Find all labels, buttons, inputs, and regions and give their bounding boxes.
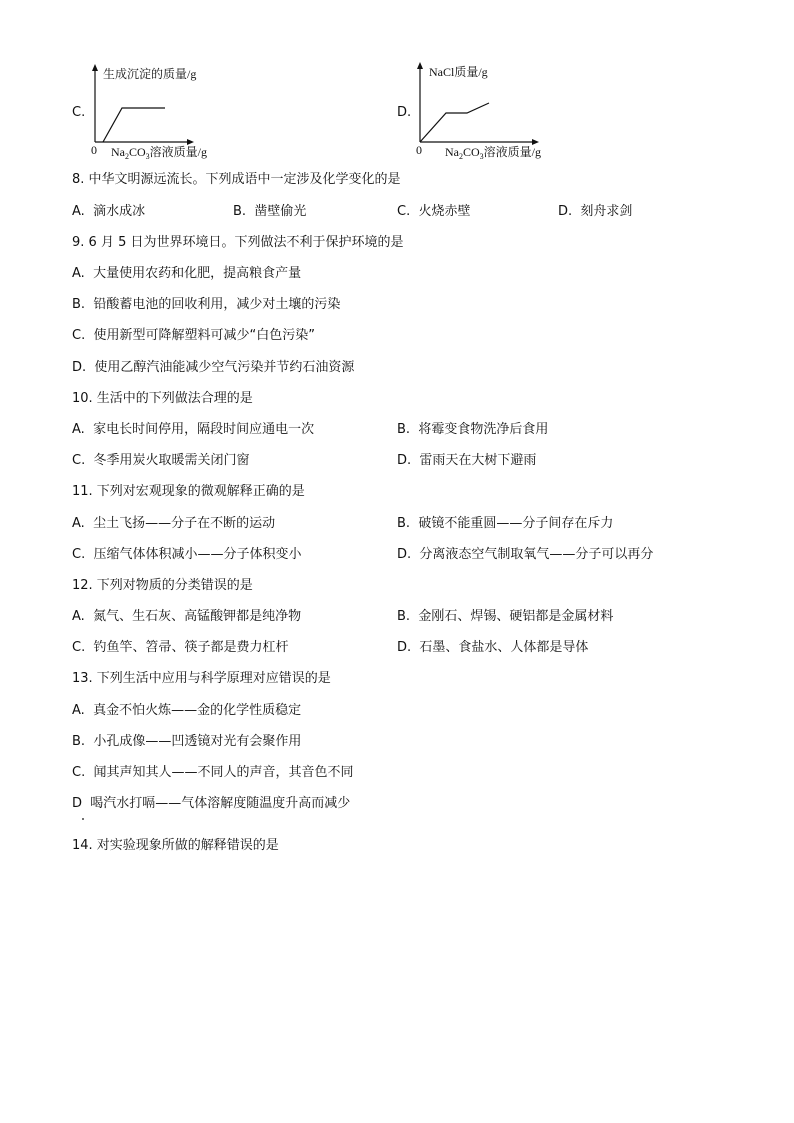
option-label: B. — [397, 422, 411, 437]
graph-d-x-label: $Na_2CO_3$溶液质量/g — [445, 145, 542, 161]
option-label: C. — [72, 547, 86, 562]
question-9-option-a[interactable] — [72, 266, 301, 282]
question-9-stem: 9. 6 月 5 日为世界环境日。下列做法不利于保护环境的是 — [72, 235, 404, 250]
option-text: 铅酸蓄电池的回收利用，减少对土壤的污染 — [93, 297, 341, 312]
option-text: 冬季用炭火取暖需关闭门窗 — [93, 453, 250, 468]
question-13-option-a[interactable] — [72, 703, 301, 719]
option-label: A. — [72, 266, 85, 281]
option-text: 大量使用农药和化肥，提高粮食产量 — [93, 266, 302, 281]
option-label: B. — [72, 297, 86, 312]
option-text: 凿壁偷光 — [254, 204, 307, 219]
graph-d-origin: 0 — [416, 143, 422, 157]
question-13-option-b[interactable] — [72, 734, 301, 750]
option-text: 刻舟求剑 — [580, 204, 633, 219]
question-12-stem: 12. 下列对物质的分类错误的是 — [72, 578, 253, 593]
question-8-option-a[interactable] — [72, 204, 145, 220]
option-text: 雷雨天在大树下避雨 — [419, 453, 537, 468]
option-text: 压缩气体体积减小——分子体积变小 — [93, 547, 302, 562]
option-text: 喝汽水打嗝——气体溶解度随温度升高而减少 — [90, 796, 351, 811]
option-label: B. — [397, 516, 411, 531]
option-label: B. — [72, 734, 86, 749]
graph-d-curve — [420, 103, 489, 142]
graph-c — [85, 60, 295, 160]
option-text: 金刚石、焊锡、硬铝都是金属材料 — [418, 609, 614, 624]
question-9-option-b[interactable] — [72, 297, 340, 313]
option-label: A. — [72, 703, 85, 718]
option-label: C. — [72, 640, 86, 655]
option-label: D. — [558, 204, 573, 219]
question-13-option-c[interactable] — [72, 765, 354, 781]
question-8-option-b[interactable] — [233, 204, 306, 220]
graph-d-y-arrow — [417, 62, 423, 69]
option-label: A. — [72, 422, 85, 437]
question-13-option-d[interactable] — [72, 796, 350, 812]
option-c-graph-label: C. — [72, 105, 86, 120]
question-9-option-c[interactable] — [72, 328, 315, 344]
option-label: C. — [397, 204, 411, 219]
option-text: 火烧赤壁 — [418, 204, 471, 219]
graph-c-y-arrow — [92, 64, 98, 71]
option-label: C. — [72, 453, 86, 468]
option-label: A. — [72, 609, 85, 624]
question-11-option-d[interactable] — [397, 547, 653, 563]
question-10-option-a[interactable] — [72, 422, 314, 438]
option-text: 将霉变食物洗净后食用 — [418, 422, 549, 437]
question-11-option-c[interactable] — [72, 547, 302, 563]
graph-d — [410, 60, 630, 160]
graph-c-y-label: 生成沉淀的质量/g — [103, 67, 197, 81]
option-text: 尘土飞扬——分子在不断的运动 — [93, 516, 276, 531]
graph-d-y-label: NaCl质量/g — [429, 65, 488, 79]
option-label: D. — [397, 453, 412, 468]
option-label: D. — [397, 547, 412, 562]
graph-c-x-label: $Na_2CO_3$溶液质量/g — [111, 145, 208, 161]
option-text: 家电长时间停用，隔段时间应通电一次 — [93, 422, 315, 437]
question-8-stem: 8. 中华文明源远流长。下列成语中一定涉及化学变化的是 — [72, 172, 401, 187]
option-text: 破镜不能重圆——分子间存在斥力 — [418, 516, 614, 531]
question-12-option-d[interactable] — [397, 640, 588, 656]
option-label: C. — [72, 328, 86, 343]
option-label: A. — [72, 516, 85, 531]
option-text: 真金不怕火炼——金的化学性质稳定 — [93, 703, 302, 718]
option-text: 分离液态空气制取氧气——分子可以再分 — [419, 547, 654, 562]
question-10-option-c[interactable] — [72, 453, 250, 469]
question-12-option-a[interactable] — [72, 609, 301, 625]
option-label: C. — [72, 765, 86, 780]
question-12-option-c[interactable] — [72, 640, 289, 656]
question-13-stem: 13. 下列生活中应用与科学原理对应错误的是 — [72, 671, 331, 686]
option-text: 氮气、生石灰、高锰酸钾都是纯净物 — [93, 609, 302, 624]
option-text: 钓鱼竿、笤帚、筷子都是费力杠杆 — [93, 640, 289, 655]
option-text: 使用乙醇汽油能减少空气污染并节约石油资源 — [94, 360, 355, 375]
question-11-option-b[interactable] — [397, 516, 613, 532]
option-text: 石墨、食盐水、人体都是导体 — [419, 640, 589, 655]
question-8-option-c[interactable] — [397, 204, 471, 220]
graph-c-curve — [103, 108, 165, 142]
graph-c-origin: 0 — [91, 143, 97, 157]
option-text: 小孔成像——凹透镜对光有会聚作用 — [93, 734, 302, 749]
question-10-stem: 10. 生活中的下列做法合理的是 — [72, 391, 253, 406]
option-text: 闻其声知其人——不同人的声音，其音色不同 — [93, 765, 354, 780]
option-label: D. — [72, 360, 87, 375]
option-label: D — [72, 796, 83, 811]
question-9-option-d[interactable] — [72, 360, 354, 376]
option-label: A. — [72, 204, 85, 219]
option-text: 使用新型可降解塑料可减少“白色污染” — [93, 328, 315, 343]
option-label: D. — [397, 640, 412, 655]
option-d-graph-label: D. — [397, 105, 412, 120]
question-11-option-a[interactable] — [72, 516, 275, 532]
question-10-option-d[interactable] — [397, 453, 536, 469]
stray-mark — [82, 818, 84, 820]
question-14-stem: 14. 对实验现象所做的解释错误的是 — [72, 838, 279, 853]
option-label: B. — [397, 609, 411, 624]
question-11-stem: 11. 下列对宏观现象的微观解释正确的是 — [72, 484, 305, 499]
question-12-option-b[interactable] — [397, 609, 613, 625]
option-text: 滴水成冰 — [93, 204, 146, 219]
question-8-option-d[interactable] — [558, 204, 632, 220]
option-label: B. — [233, 204, 247, 219]
question-10-option-b[interactable] — [397, 422, 548, 438]
